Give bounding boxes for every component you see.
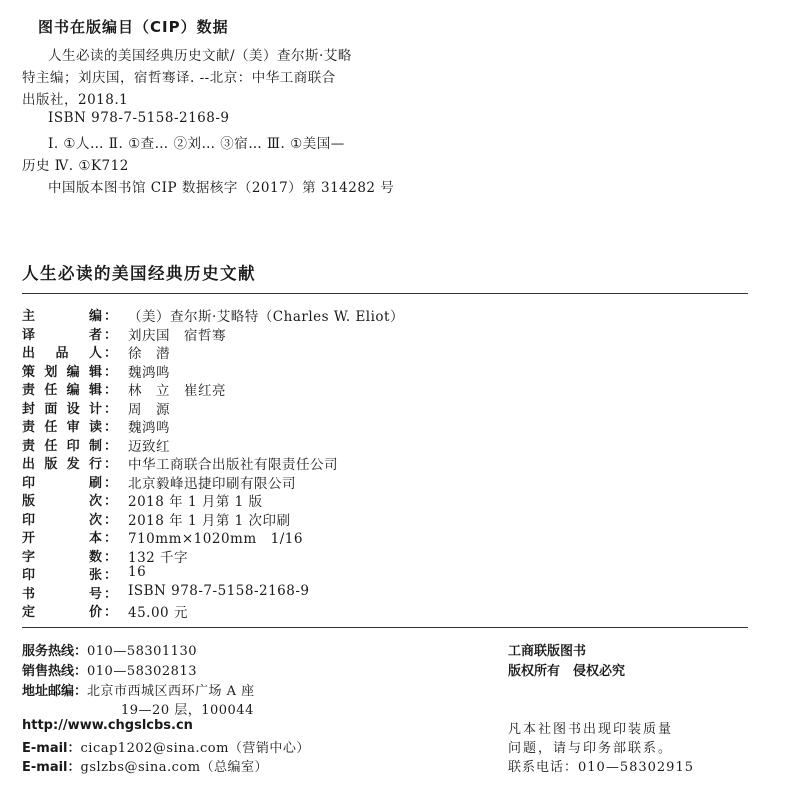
copyright-notice: 版权所有 侵权必究: [508, 664, 626, 679]
credit-value: 2018 年 1 月第 1 版: [128, 494, 263, 510]
cip-line: ISBN 978-7-5158-2168-9: [48, 110, 230, 126]
credit-label: 印刷: [22, 475, 102, 491]
credit-value: 北京毅峰迅捷印刷有限公司: [128, 475, 296, 492]
credit-colon: ：: [104, 383, 118, 398]
email-marketing: [22, 737, 310, 756]
credit-label: 译者: [22, 327, 102, 343]
credit-colon: ：: [104, 327, 118, 343]
service-hotline-label: 服务热线：: [22, 644, 88, 659]
credit-label: 出版发行: [22, 457, 102, 472]
credit-value: 徐 潜: [128, 346, 170, 362]
credit-value: 132 千字: [128, 549, 189, 566]
credit-value: 周 源: [128, 401, 170, 418]
email-value: cicap1202@sina.com（营销中心）: [80, 741, 310, 756]
credit-label: 主编: [22, 309, 102, 324]
credit-label: 字数: [22, 549, 102, 565]
credit-colon: ：: [104, 531, 118, 546]
credit-label: 印次: [22, 512, 102, 528]
top-divider: [22, 293, 748, 294]
sales-hotline-value: 010—58302813: [87, 664, 197, 679]
address: [22, 680, 255, 699]
credit-label: 责任审读: [22, 420, 102, 435]
cip-line: 历史 Ⅳ. ①K712: [22, 158, 129, 174]
email-label: E-mail：: [22, 741, 81, 756]
quality-phone: 联系电话：010—58302915: [508, 760, 694, 775]
credit-value: 中华工商联合出版社有限责任公司: [128, 457, 338, 473]
credit-label: 印张: [22, 568, 102, 583]
credit-value: （美）查尔斯·艾略特（Charles W. Eliot）: [128, 309, 404, 325]
credit-label: 责任印制: [22, 438, 102, 454]
sales-hotline-label: 销售热线：: [22, 664, 88, 679]
credit-label: 出品人: [22, 346, 102, 361]
credit-value: 迈致红: [128, 438, 170, 455]
credit-value: 魏鸿鸣: [128, 420, 170, 436]
credit-colon: ：: [104, 512, 118, 528]
credit-label: 开本: [22, 531, 102, 546]
cip-line: 出版社，2018.1: [22, 92, 129, 108]
cip-title: 图书在版编目（CIP）数据: [38, 18, 229, 36]
credit-label: 封面设计: [22, 401, 102, 417]
address-label: 地址邮编：: [22, 684, 88, 699]
publisher-mark: 工商联版图书: [508, 644, 587, 659]
credit-colon: ：: [104, 364, 118, 380]
credit-colon: ：: [104, 475, 118, 491]
address-value: 北京市西城区西环广场 A 座: [87, 684, 255, 699]
credit-value: 710mm×1020mm 1/16: [128, 531, 303, 547]
cip-line: 人生必读的美国经典历史文献/（美）查尔斯·艾略: [48, 48, 352, 64]
credit-colon: ：: [104, 586, 118, 602]
credit-value: 2018 年 1 月第 1 次印刷: [128, 512, 291, 529]
cip-line: Ⅰ. ①人… Ⅱ. ①查… ②刘… ③宿… Ⅲ. ①美国—: [48, 136, 345, 152]
bottom-divider: [22, 627, 748, 628]
email-editorial: [22, 756, 268, 775]
credit-colon: ：: [104, 420, 118, 435]
website-url: http://www.chgslcbs.cn: [22, 718, 193, 733]
credit-value: 刘庆国 宿哲骞: [128, 327, 226, 344]
credit-colon: ：: [104, 346, 118, 361]
credit-colon: ：: [104, 309, 118, 324]
credit-value: 45.00 元: [128, 605, 188, 621]
credit-colon: ：: [104, 457, 118, 472]
credit-colon: ：: [104, 494, 118, 509]
quality-note-line: 问题，请与印务部联系。: [508, 741, 674, 756]
cip-line: 特主编；刘庆国，宿哲骞译. --北京：中华工商联合: [22, 70, 336, 86]
credit-label: 书号: [22, 586, 102, 602]
credit-value: 林 立 崔红亮: [128, 383, 226, 399]
service-hotline: [22, 640, 197, 659]
credit-colon: ：: [104, 438, 118, 454]
credit-label: 版次: [22, 494, 102, 509]
cip-line: 中国版本图书馆 CIP 数据核字（2017）第 314282 号: [48, 180, 395, 196]
credit-label: 策划编辑: [22, 364, 102, 380]
book-title: 人生必读的美国经典历史文献: [22, 264, 256, 283]
website: [22, 718, 193, 733]
credit-value: ISBN 978-7-5158-2168-9: [128, 582, 310, 599]
credit-colon: ：: [104, 605, 118, 620]
credit-value: 16: [128, 564, 147, 580]
credit-colon: ：: [104, 549, 118, 565]
service-hotline-value: 010—58301130: [87, 644, 197, 659]
quality-note-line: 凡本社图书出现印装质量: [508, 722, 674, 737]
credit-colon: ：: [104, 568, 118, 583]
credit-colon: ：: [104, 401, 118, 417]
email-value: gslzbs@sina.com（总编室）: [80, 760, 269, 775]
credit-label: 责任编辑: [22, 383, 102, 398]
address-line2: 19—20 层，100044: [121, 703, 254, 718]
sales-hotline: [22, 660, 197, 679]
credit-label: 定价: [22, 605, 102, 620]
credit-value: 魏鸿鸣: [128, 364, 170, 381]
email-label: E-mail：: [22, 760, 81, 775]
